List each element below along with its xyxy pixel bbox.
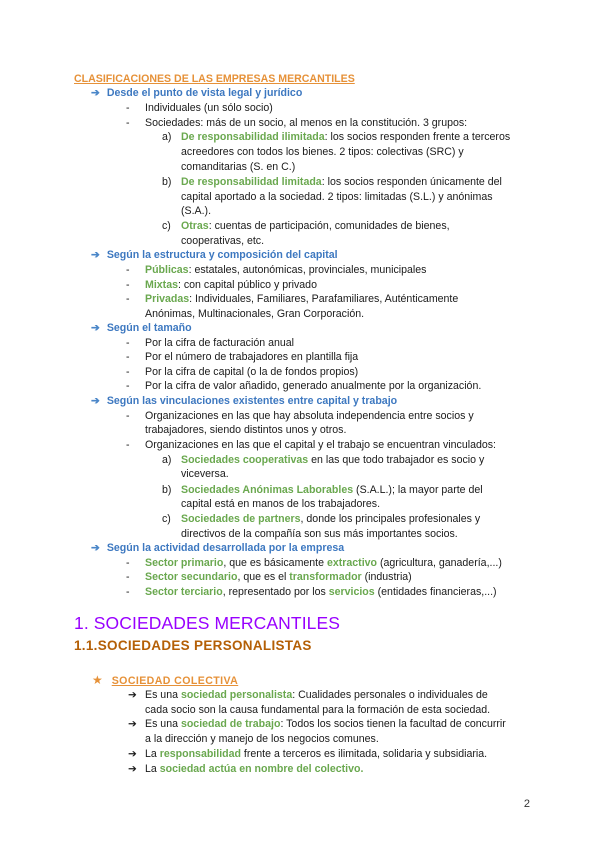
arrow-icon: ➔ <box>91 87 100 99</box>
text: , representado por los <box>222 586 329 598</box>
list-item <box>145 570 412 585</box>
list-item-continuation: trabajadores, siendo distintos unos y otros. <box>145 424 347 436</box>
arrow-icon: ➔ <box>91 322 100 334</box>
term: Sociedades Anónimas Laborables <box>181 484 354 496</box>
arrow-icon: ➔ <box>91 542 100 554</box>
list-item-continuation: directivos de la compañía son sus más importantes socios. <box>181 528 458 540</box>
heading-1: 1. SOCIEDADES MERCANTILES <box>74 613 341 633</box>
term: De responsabilidad limitada <box>181 176 322 188</box>
dash-bullet: - <box>126 586 130 598</box>
letter-marker: a) <box>162 131 172 143</box>
term: Sector secundario <box>145 571 238 583</box>
star-icon: ★ <box>92 673 103 687</box>
arrow-icon: ➔ <box>128 718 137 730</box>
list-item-continuation: cada socio son la causa fundamental para la formación de esta sociedad. <box>145 704 491 716</box>
section-title: Según el tamaño <box>106 322 192 334</box>
text: Es una <box>145 718 181 730</box>
list-item-continuation: comanditarias (S. en C.) <box>181 161 296 173</box>
list-item-continuation: viceversa. <box>181 468 229 480</box>
term: Sociedades de partners <box>181 513 301 525</box>
dash-bullet: - <box>126 366 130 378</box>
section-title: Desde el punto de vista legal y jurídico <box>106 87 303 99</box>
text: (agricultura, ganadería,...) <box>377 557 502 569</box>
section-size <box>91 321 192 336</box>
list-item <box>145 263 426 278</box>
text: La <box>145 763 160 775</box>
term: sociedad personalista <box>180 689 293 701</box>
section-title: Según la estructura y composición del capital <box>106 249 338 261</box>
list-item <box>181 175 502 190</box>
text: : Individuales, Familiares, Parafamiliares, Auténticamente <box>189 293 459 305</box>
text: (entidades financieras,...) <box>374 586 497 598</box>
term: Públicas <box>145 264 189 276</box>
letter-marker: b) <box>162 484 172 496</box>
list-item <box>181 130 510 145</box>
dash-bullet: - <box>126 439 130 451</box>
letter-marker: c) <box>162 220 171 232</box>
letter-marker: c) <box>162 513 171 525</box>
term: sociedad de trabajo <box>180 718 281 730</box>
list-item <box>145 278 317 293</box>
subsection-title: SOCIEDAD COLECTIVA <box>111 675 239 687</box>
arrow-icon: ➔ <box>128 763 137 775</box>
term: De responsabilidad ilimitada <box>181 131 325 143</box>
text: : estatales, autonómicas, provinciales, municipales <box>188 264 427 276</box>
term: Sociedades cooperativas <box>181 454 309 466</box>
list-item <box>181 512 480 527</box>
list-item <box>145 688 488 703</box>
list-item: Por el número de trabajadores en plantilla fija <box>145 351 359 363</box>
list-item-continuation: capital aportado a la sociedad. 2 tipos: limitadas (S.L.) y anónimas <box>181 191 493 203</box>
term: Sector terciario <box>145 586 223 598</box>
list-item <box>145 747 487 762</box>
text: Es una <box>145 689 181 701</box>
list-item <box>181 219 450 234</box>
list-item: Sociedades: más de un socio, al menos en la constitución. 3 grupos: <box>145 117 468 129</box>
list-item <box>145 585 497 600</box>
section-capital-work <box>91 394 397 409</box>
list-item-continuation: a la dirección y manejo de los negocios comunes. <box>145 733 379 745</box>
list-item: Organizaciones en las que hay absoluta independencia entre socios y <box>145 410 474 422</box>
list-item-continuation: cooperativas, etc. <box>181 235 265 247</box>
dash-bullet: - <box>126 337 130 349</box>
text: La <box>145 748 160 760</box>
dash-bullet: - <box>126 351 130 363</box>
text: : con capital público y privado <box>177 279 317 291</box>
dash-bullet: - <box>126 571 130 583</box>
text: : Todos los socios tienen la facultad de concurrir <box>280 718 506 730</box>
heading-2: 1.1.SOCIEDADES PERSONALISTAS <box>74 638 312 653</box>
term: Privadas <box>145 293 190 305</box>
term: responsabilidad <box>159 748 241 760</box>
arrow-icon: ➔ <box>128 689 137 701</box>
term: Otras <box>181 220 209 232</box>
text: : los socios responden únicamente del <box>321 176 502 188</box>
subsection-colectiva <box>92 673 238 689</box>
text: en las que todo trabajador es socio y <box>308 454 485 466</box>
list-item: Individuales (un sólo socio) <box>145 102 273 114</box>
list-item: Por la cifra de valor añadido, generado anualmente por la organización. <box>145 380 482 392</box>
dash-bullet: - <box>126 380 130 392</box>
term: Sector primario <box>145 557 224 569</box>
dash-bullet: - <box>126 117 130 129</box>
list-item: Por la cifra de capital (o la de fondos propios) <box>145 366 359 378</box>
page-number: 2 <box>523 798 530 810</box>
section-activity <box>91 541 344 556</box>
arrow-icon: ➔ <box>91 249 100 261</box>
letter-marker: a) <box>162 454 172 466</box>
section-legal <box>91 86 302 101</box>
list-item-continuation: Anónimas, Multinacionales, Gran Corporación. <box>145 308 365 320</box>
text: : los socios responden frente a terceros <box>324 131 511 143</box>
text: frente a terceros es ilimitada, solidaria y subsidiaria. <box>240 748 488 760</box>
list-item <box>181 453 484 468</box>
term: servicios <box>328 586 375 598</box>
term: sociedad actúa en nombre del colectivo. <box>159 763 364 775</box>
text: : cuentas de participación, comunidades de bienes, <box>208 220 450 232</box>
dash-bullet: - <box>126 102 130 114</box>
arrow-icon: ➔ <box>128 748 137 760</box>
page-heading: CLASIFICACIONES DE LAS EMPRESAS MERCANTILES <box>74 73 355 85</box>
list-item-continuation: (S.A.). <box>181 205 212 217</box>
dash-bullet: - <box>126 557 130 569</box>
letter-marker: b) <box>162 176 172 188</box>
text: (S.A.L.); la mayor parte del <box>353 484 483 496</box>
text: , donde los principales profesionales y <box>300 513 481 525</box>
section-capital <box>91 248 338 263</box>
dash-bullet: - <box>126 410 130 422</box>
list-item: Organizaciones en las que el capital y el trabajo se encuentran vinculados: <box>145 439 496 451</box>
arrow-icon: ➔ <box>91 395 100 407</box>
section-title: Según las vinculaciones existentes entre capital y trabajo <box>106 395 398 407</box>
term: extractivo <box>326 557 378 569</box>
text: , que es básicamente <box>223 557 327 569</box>
term: Mixtas <box>145 279 178 291</box>
list-item: Por la cifra de facturación anual <box>145 337 294 349</box>
dash-bullet: - <box>126 264 130 276</box>
list-item-continuation: acreedores con todos los bienes. 2 tipos: colectivas (SRC) y <box>181 146 464 158</box>
dash-bullet: - <box>126 279 130 291</box>
term: transformador <box>289 571 362 583</box>
list-item <box>145 292 458 307</box>
list-item-continuation: capital está en manos de los trabajadores. <box>181 498 381 510</box>
list-item <box>145 762 363 777</box>
dash-bullet: - <box>126 293 130 305</box>
text: (industria) <box>361 571 412 583</box>
list-item <box>145 717 506 732</box>
text: , que es el <box>237 571 290 583</box>
section-title: Según la actividad desarrollada por la empresa <box>106 542 345 554</box>
list-item <box>145 556 502 571</box>
list-item <box>181 483 483 498</box>
text: : Cualidades personales o individuales de <box>292 689 488 701</box>
